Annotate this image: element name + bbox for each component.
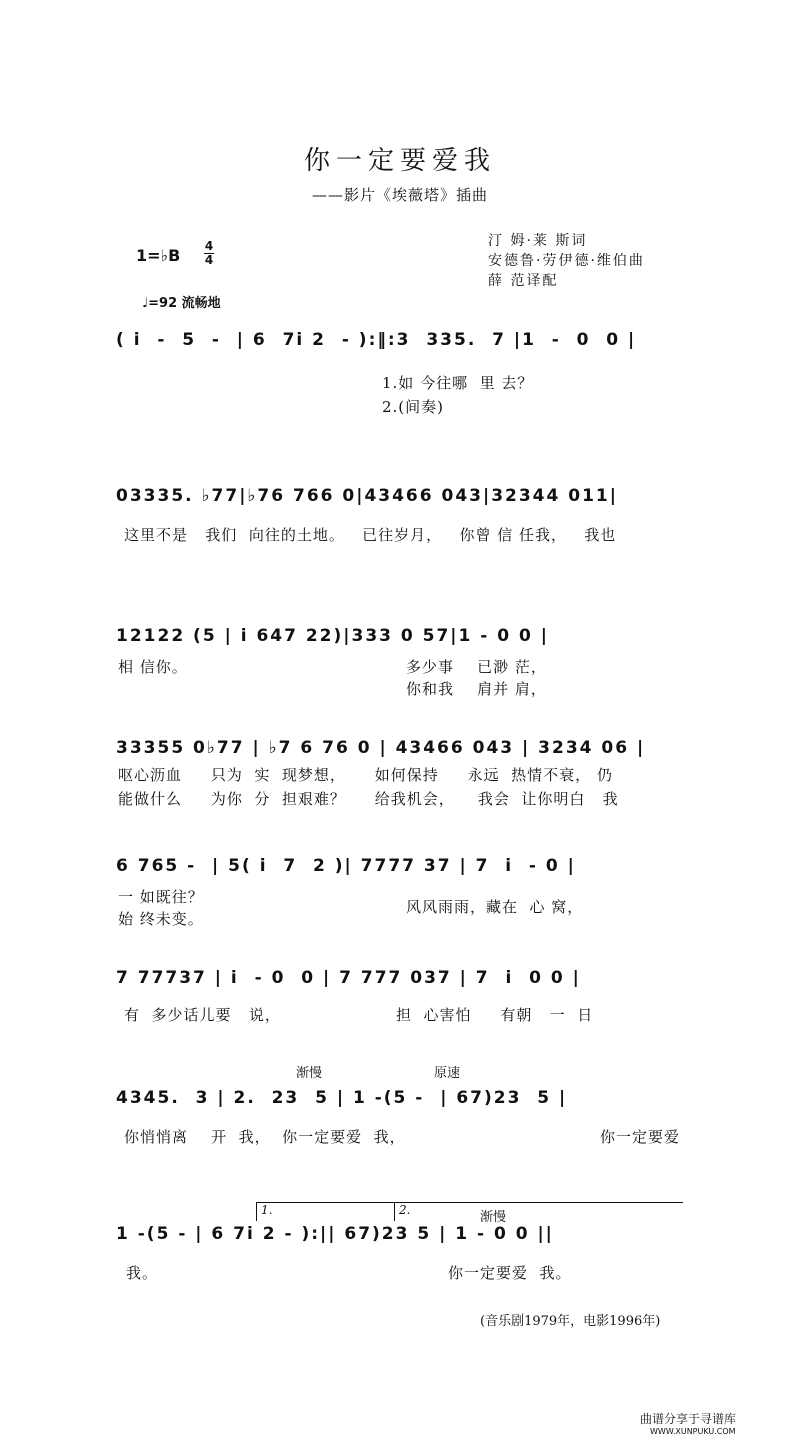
- lyric-line: 1.如 今往哪 里 去？: [382, 374, 534, 392]
- notation-system-4: [116, 734, 686, 808]
- watermark-footer: [640, 1410, 736, 1436]
- notation-system-8: [116, 1203, 686, 1282]
- lyric-line: 你和我 肩并 肩，: [406, 680, 547, 698]
- lyric-line: 你一定要爱 我。: [448, 1264, 572, 1282]
- watermark-brand: 曲谱分享于寻谱库: [640, 1412, 737, 1426]
- credit-composer: 安德鲁·劳伊德·维伯曲: [488, 253, 645, 269]
- footnote: (音乐剧1979年，电影1996年): [480, 1314, 661, 1329]
- notation-line: 33355 0♭77 | ♭7 6 76 0 | 43466 043 | 3234 06 |: [116, 738, 646, 758]
- credit-translator: 薛 范译配: [488, 273, 559, 289]
- tempo-annotation: 原速: [434, 1066, 461, 1081]
- notation-line: 12122 (5 | i 647 22)|333 0 57|1 - 0 0 |: [116, 626, 549, 646]
- tempo-marking: ♩=92 流畅地: [142, 296, 221, 311]
- volta-second: 2.: [394, 1202, 683, 1221]
- lyric-line: 你一定要爱: [600, 1128, 681, 1146]
- notation-system-6: [116, 964, 686, 1024]
- lyric-line: 相 信你。: [118, 658, 188, 676]
- time-signature: [204, 240, 214, 267]
- lyric-line: 你悄悄离 开 我， 你一定要爱 我，: [124, 1128, 406, 1146]
- volta-first: 1.: [256, 1202, 395, 1221]
- notation-line: ( i - 5 - | 6 7i 2 - ):‖:3 335. 7 |1 - 0 0 |: [116, 330, 637, 350]
- notation-line: 03335. ♭77|♭76 766 0|43466 043|32344 011|: [116, 486, 618, 506]
- notation-line: 6 765 - | 5( i 7 2 )| 7777 37 | 7 i - 0 |: [116, 856, 576, 876]
- song-title: 你一定要爱我: [303, 146, 496, 176]
- time-signature-bottom: 4: [204, 253, 214, 267]
- notation-system-5: [116, 852, 686, 928]
- lyric-line: 能做什么 为你 分 担艰难？ 给我机会， 我会 让你明白 我: [118, 790, 619, 808]
- time-signature-top: 4: [204, 239, 214, 253]
- notation-system-1: [116, 326, 686, 416]
- notation-system-3: [116, 622, 686, 698]
- lyric-line: 我。: [126, 1264, 159, 1282]
- lyric-line: 呕心沥血 只为 实 现梦想， 如何保持 永远 热情不衰， 仍: [118, 766, 613, 784]
- lyric-line: 多少事 已渺 茫，: [406, 658, 547, 676]
- notation-line: 7 77737 | i - 0 0 | 7 777 037 | 7 i 0 0 |: [116, 968, 581, 988]
- tempo-annotation: 渐慢: [296, 1066, 323, 1081]
- credit-lyricist: 汀 姆·莱 斯词: [488, 233, 588, 249]
- lyric-line: 2.(间奏): [382, 398, 445, 416]
- notation-line: 4345. 3 | 2. 23 5 | 1 -(5 - | 67)23 5 |: [116, 1088, 568, 1108]
- lyric-line: 这里不是 我们 向往的土地。 已往岁月， 你曾 信 任我， 我也: [124, 526, 617, 544]
- lyric-line: 风风雨雨，藏在 心 窝，: [406, 898, 584, 916]
- notation-system-2: [116, 482, 686, 544]
- lyric-line: 一 如既往？: [118, 888, 204, 906]
- tempo-annotation: 渐慢: [480, 1210, 507, 1225]
- lyric-line: 有 多少话儿要 说，: [124, 1006, 281, 1024]
- watermark-url: WWW.XUNPUKU.COM: [650, 1427, 736, 1436]
- key-signature: 1=♭B: [136, 246, 181, 265]
- song-subtitle: ——影片《埃薇塔》插曲: [311, 186, 488, 204]
- notation-line: 1 -(5 - | 6 7i 2 - ):|| 67)23 5 | 1 - 0 0 ||: [116, 1224, 554, 1244]
- lyric-line: 始 终未变。: [118, 910, 204, 928]
- notation-system-7: [116, 1066, 686, 1146]
- lyric-line: 担 心害怕 有朝 一 日: [396, 1006, 594, 1024]
